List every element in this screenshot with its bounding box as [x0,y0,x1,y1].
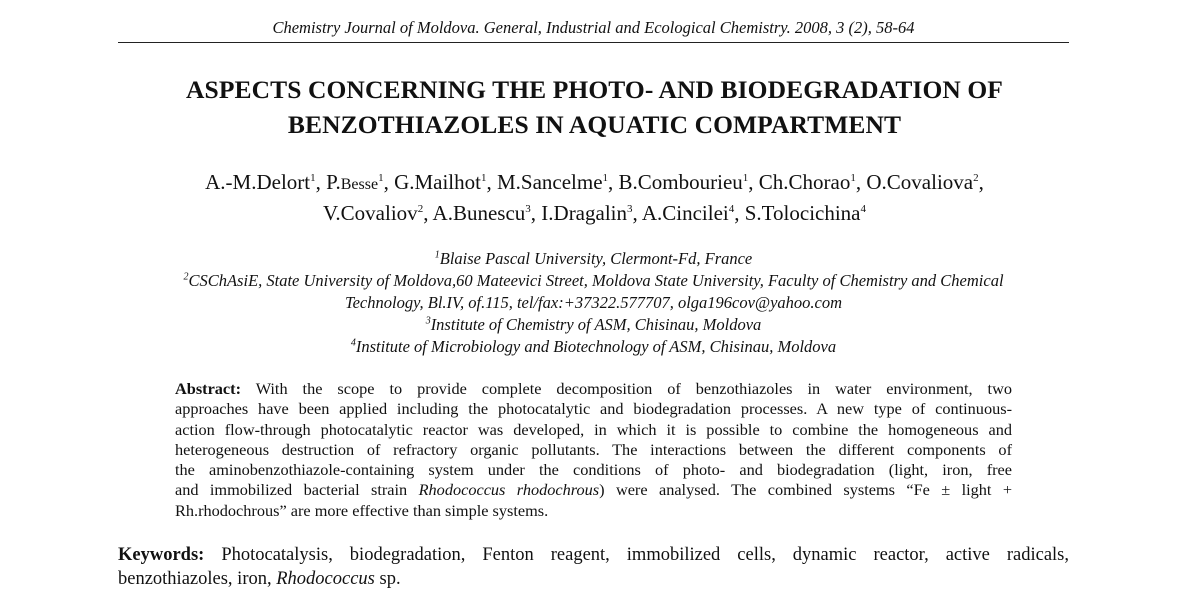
keywords-text: Photocatalysis, biodegradation, Fenton reagent, immobilized cells, dynamic reactor, active radicals, [221,545,1069,565]
affiliation-marker: 4 [860,203,867,215]
title-line-2: BENZOTHIAZOLES IN AQUATIC COMPARTMENT [287,110,902,139]
author-text: I.Dragalin [541,201,627,225]
author-separator: , [632,201,642,225]
author-text: S.Tolocichina [744,201,861,225]
paper-title [100,72,1089,142]
author-separator: , [734,201,745,225]
author-name [541,201,632,225]
genus-name: Rhodococcus [276,569,375,589]
abstract-label: Abstract: [175,379,242,398]
abstract-text: With the scope to provide complete decomposition of benzothiazoles in water environment, two [255,379,1012,398]
affiliation-marker: 1 [742,172,749,184]
affiliation-marker: 3 [627,203,633,215]
abstract-line: heterogeneous destruction of refractory organic pollutants. The interactions between the different components of [175,439,1012,459]
author-text: A.Cincilei [641,201,729,225]
author-separator: , [855,170,867,194]
author-text: V.Covaliov [322,201,418,225]
affiliation-1 [118,248,1069,270]
author-text: Ch.Chorao [758,170,851,194]
keywords [118,543,1069,591]
affiliation-text: Blaise Pascal University, Clermont-Fd, France [439,249,753,268]
abstract-line [175,379,1012,399]
author-name [619,170,749,194]
affiliation-list [118,248,1069,358]
affiliation-2 [118,270,1069,292]
affiliation-3 [118,314,1069,336]
author-separator: , [315,170,327,194]
keywords-label: Keywords: [118,545,205,565]
affiliation-marker: 2 [973,172,979,184]
affiliation-number: 2 [183,271,189,283]
author-separator: , [423,201,433,225]
keywords-text: sp. [374,569,401,589]
author-separator: , [978,170,984,194]
affiliation-marker: 1 [850,172,856,184]
author-separator: , [383,170,395,194]
affiliation-marker: 1 [310,172,316,184]
affiliation-marker: 1 [480,172,487,184]
abstract-line [175,480,1012,500]
author-text-small: Besse [340,176,379,193]
affiliation-4 [118,336,1069,358]
author-name [759,170,856,194]
author-name [642,201,734,225]
affiliation-number: 3 [425,315,431,327]
header-rule [118,42,1069,43]
author-text: M.Sancelme [496,170,603,194]
author-separator: , [608,170,619,194]
author-text: B.Combourieu [618,170,743,194]
author-text: P. [326,170,341,194]
author-separator: , [530,201,542,225]
author-name [323,201,423,225]
affiliation-marker: 4 [728,203,735,215]
author-name [326,170,383,194]
author-name [866,170,978,194]
keywords-text: benzothiazoles, iron, [118,569,277,589]
author-text: A.-M.Delort [205,170,311,194]
author-separator: , [486,170,497,194]
author-text: A.Bunescu [432,201,526,225]
abstract-text: and immobilized bacterial strain [175,480,419,500]
author-line-2 [80,199,1109,228]
affiliation-text: CSChAsiE, State University of Moldova,60 Mateevici Street, Moldova State University, Faculty of Chemistry and Chemical [188,271,1004,290]
abstract-line: action flow-through photocatalytic reactor was developed, in which it is possible to combine the homogeneous and [175,419,1012,439]
author-name [394,170,486,194]
affiliation-text: Institute of Microbiology and Biotechnology of ASM, Chisinau, Moldova [355,337,837,356]
author-text: O.Covaliova [866,170,974,194]
affiliation-marker: 3 [525,203,531,215]
affiliation-marker: 1 [602,172,609,184]
author-text: G.Mailhot [394,170,481,194]
affiliation-marker: 2 [417,203,424,215]
author-line-1 [80,168,1109,199]
author-separator: , [748,170,759,194]
affiliation-number: 1 [434,249,440,261]
affiliation-marker: 1 [378,172,384,184]
keywords-line [118,543,1069,567]
abstract-text: ) were analysed. The combined systems “Fe ± light + [599,480,1013,500]
affiliation-text: Institute of Chemistry of ASM, Chisinau, Moldova [430,315,762,334]
author-name [497,170,608,194]
abstract-line: the aminobenzothiazole-containing system under the conditions of photo- and biodegradation (light, iron, free [175,460,1012,480]
author-name [433,201,531,225]
author-list [80,168,1109,228]
affiliation-number: 4 [350,337,356,349]
abstract-line: approaches have been applied including the photocatalytic and biodegradation processes. A new type of continuous- [175,399,1012,419]
affiliation-2-continued: Technology, Bl.IV, of.115, tel/fax:+37322.577707, olga196cov@yahoo.com [344,293,843,312]
author-name [205,170,315,194]
species-name: Rhodococcus rhodochrous [418,480,600,500]
abstract [175,379,1012,521]
abstract-line: Rh.rhodochrous” are more effective than simple systems. [175,500,549,520]
keywords-line [118,567,1069,591]
author-name [745,201,866,225]
title-line-1: ASPECTS CONCERNING THE PHOTO- AND BIODEGRADATION OF [186,75,1003,104]
journal-header: Chemistry Journal of Moldova. General, Industrial and Ecological Chemistry. 2008, 3 (2), 58-64 [272,18,915,37]
